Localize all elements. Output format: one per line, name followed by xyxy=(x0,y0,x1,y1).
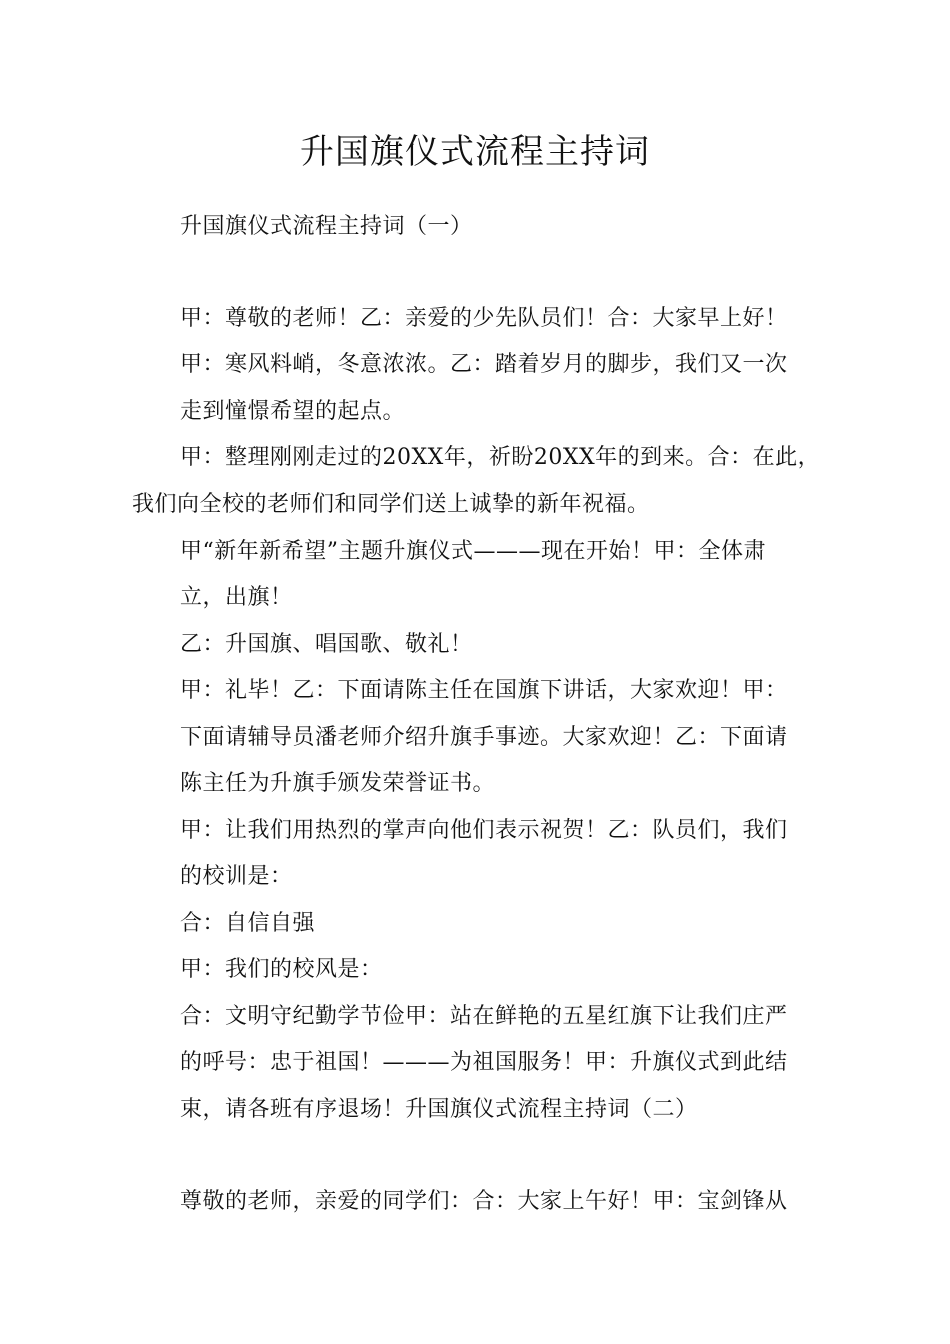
paragraph-line: 乙：升国旗、唱国歌、敬礼！ xyxy=(180,632,473,657)
section-heading-1: 升国旗仪式流程主持词（一） xyxy=(180,214,473,239)
paragraph-line: 下面请辅导员潘老师介绍升旗手事迹。大家欢迎！乙：下面请 xyxy=(180,725,788,750)
paragraph-line: 合：自信自强 xyxy=(180,911,316,936)
paragraph-line: 束，请各班有序退场！升国旗仪式流程主持词（二） xyxy=(180,1097,698,1122)
paragraph-line: 甲：礼毕！乙：下面请陈主任在国旗下讲话，大家欢迎！甲： xyxy=(180,678,788,703)
paragraph-line: 我们向全校的老师们和同学们送上诚挚的新年祝福。 xyxy=(132,492,650,517)
paragraph-line: 陈主任为升旗手颁发荣誉证书。 xyxy=(180,771,496,796)
paragraph-line: 甲：整理刚刚走过的20XX年，祈盼20XX年的到来。合：在此， xyxy=(180,445,821,470)
document-title: 升国旗仪式流程主持词 xyxy=(300,132,650,172)
paragraph-line: 立，出旗！ xyxy=(180,585,293,610)
paragraph-line: 甲：让我们用热烈的掌声向他们表示祝贺！乙：队员们，我们 xyxy=(180,818,788,843)
paragraph-line: 甲：尊敬的老师！乙：亲爱的少先队员们！合：大家早上好！ xyxy=(180,306,788,331)
paragraph-line: 走到憧憬希望的起点。 xyxy=(180,399,406,424)
paragraph-line: 尊敬的老师，亲爱的同学们：合：大家上午好！甲：宝剑锋从 xyxy=(180,1189,788,1214)
paragraph-line: 的呼号：忠于祖国！———为祖国服务！甲：升旗仪式到此结 xyxy=(180,1050,788,1075)
paragraph-line: 合：文明守纪勤学节俭甲：站在鲜艳的五星红旗下让我们庄严 xyxy=(180,1004,788,1029)
paragraph-line: 甲“新年新希望”主题升旗仪式———现在开始！甲：全体肃 xyxy=(180,539,766,564)
paragraph-line: 甲：我们的校风是： xyxy=(180,957,383,982)
paragraph-line: 的校训是： xyxy=(180,864,293,889)
paragraph-line: 甲：寒风料峭，冬意浓浓。乙：踏着岁月的脚步，我们又一次 xyxy=(180,352,788,377)
